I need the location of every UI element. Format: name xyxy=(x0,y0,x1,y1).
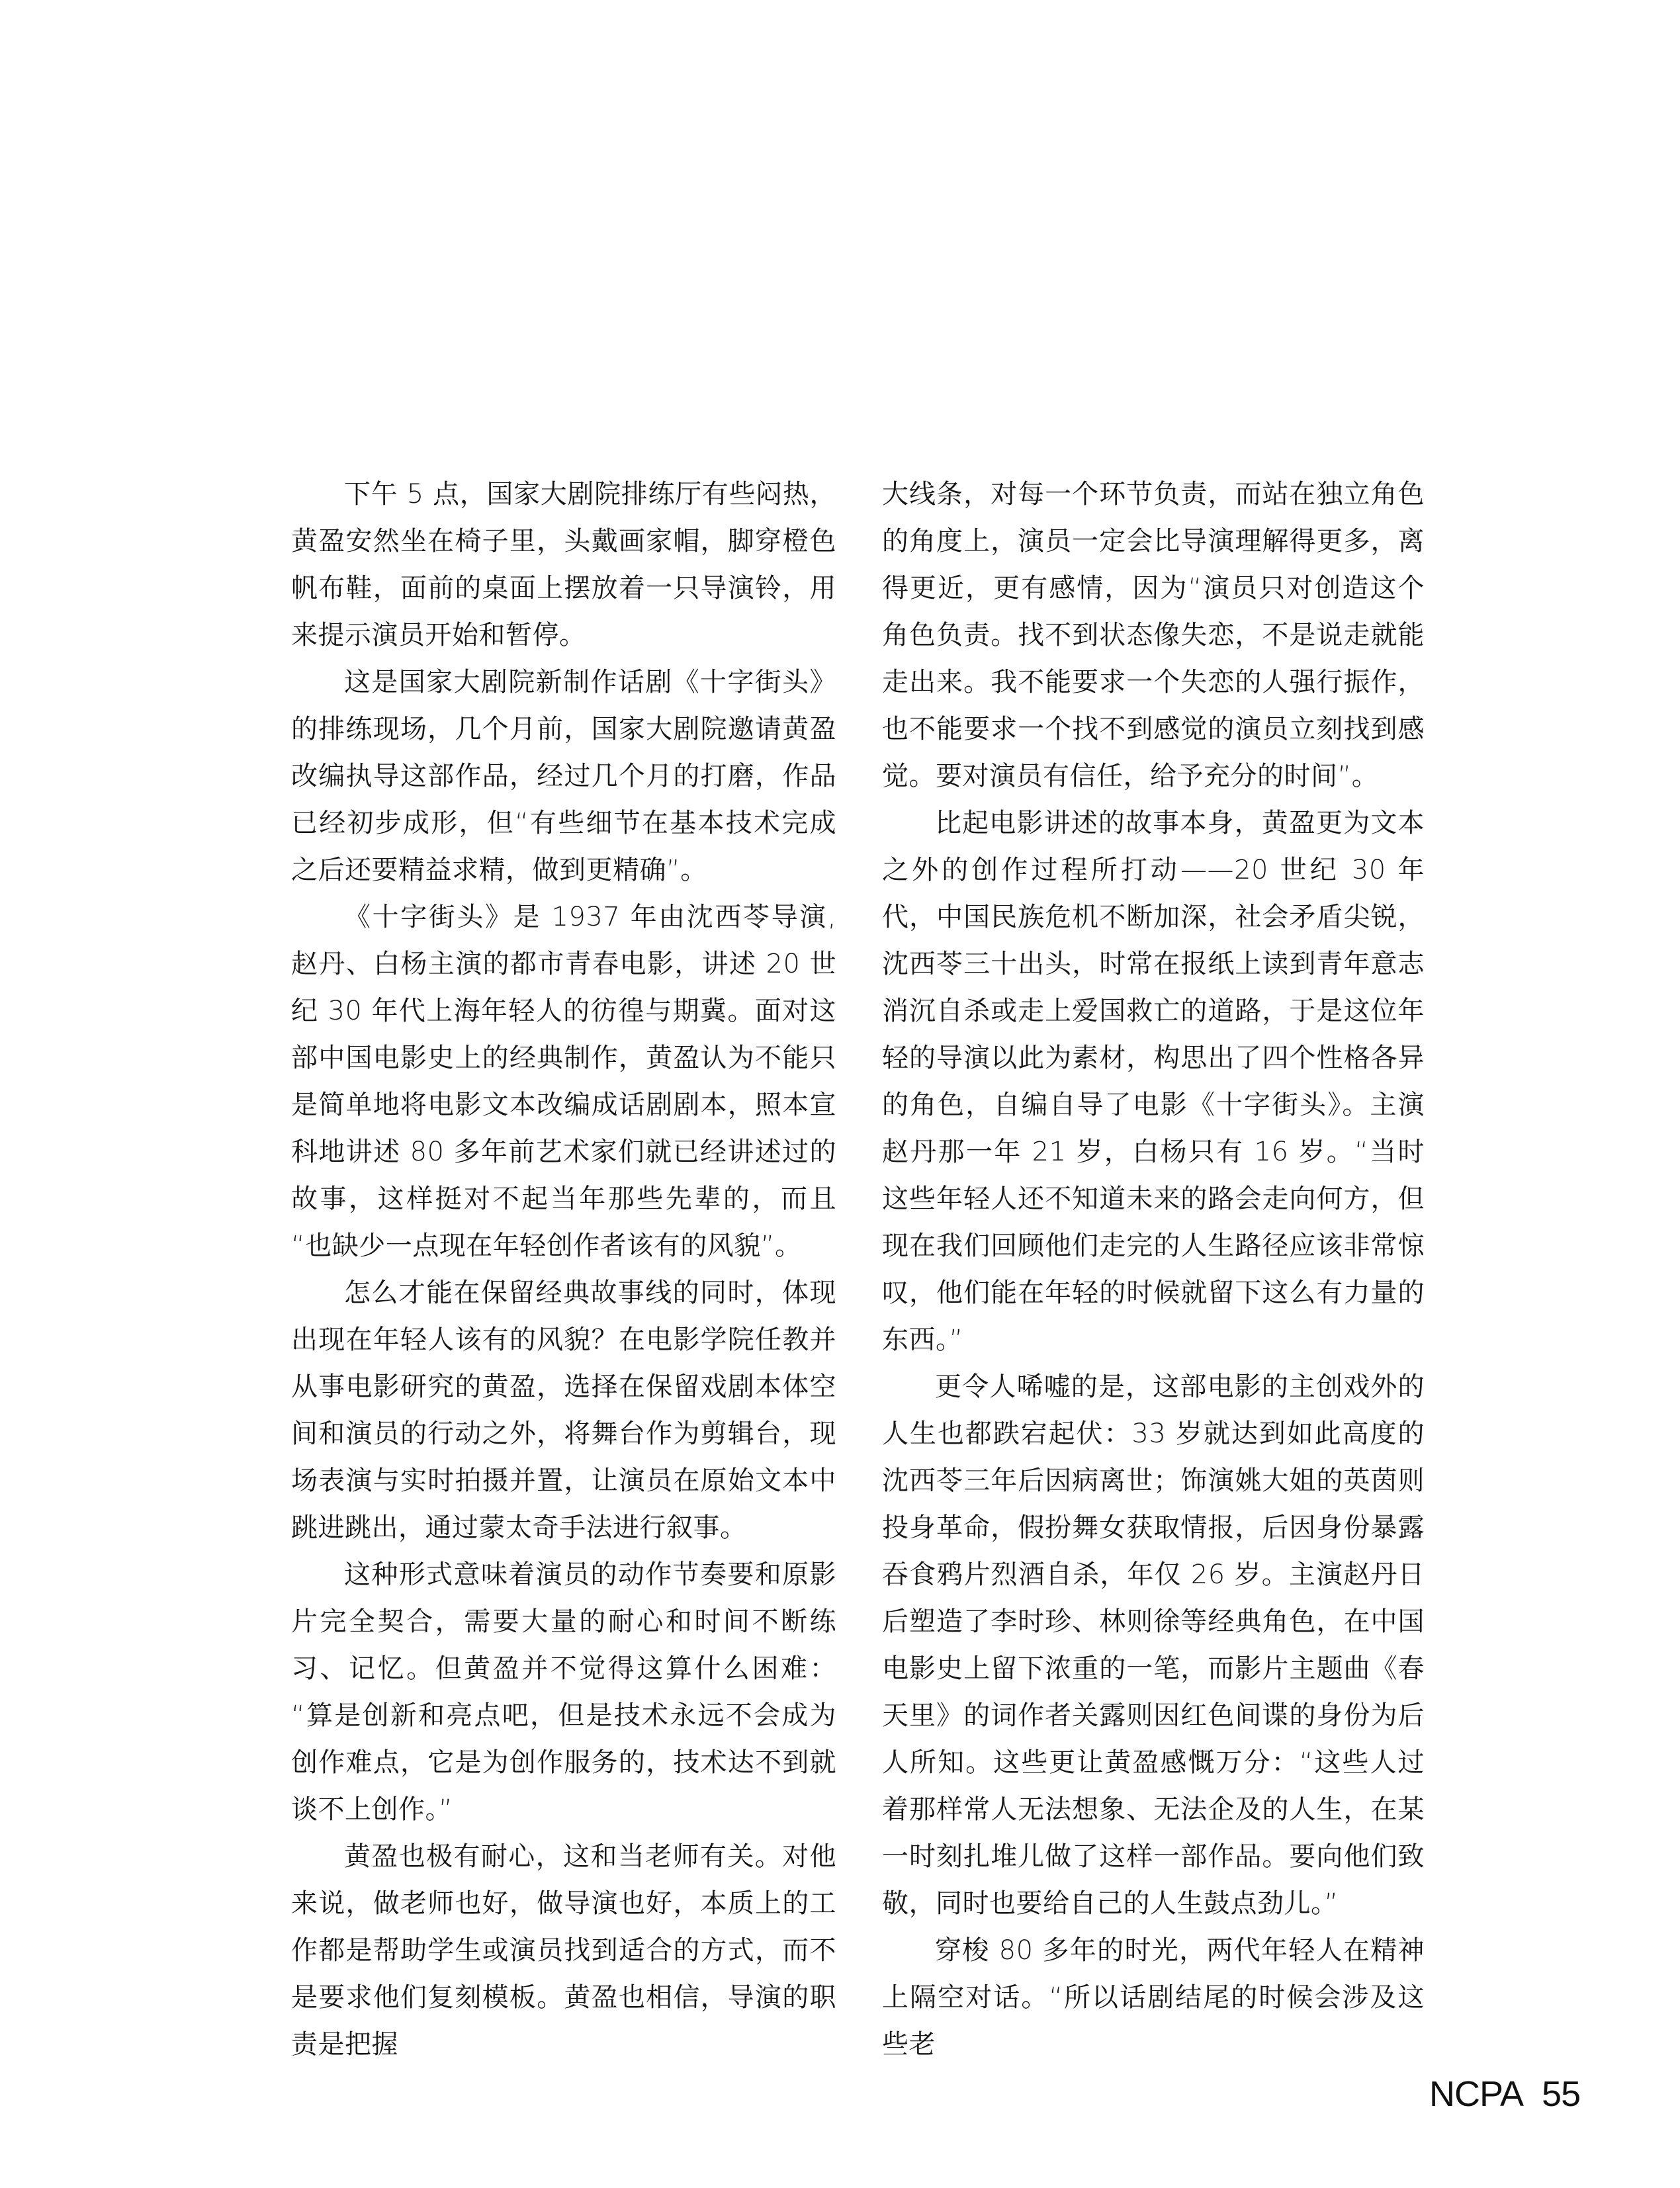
paragraph: 这种形式意味着演员的动作节奏要和原影片完全契合，需要大量的耐心和时间不断练习、记忆。但黄盈并不觉得这算什么困难：“算是创新和亮点吧，但是技术永远不会成为创作难点，它是为创作服务的，技术达不到就谈不上创作。” xyxy=(291,1559,836,1825)
article-column-right xyxy=(882,471,1425,2068)
paragraph: 下午 5 点，国家大剧院排练厅有些闷热，黄盈安然坐在椅子里，头戴画家帽，脚穿橙色帆布鞋，面前的桌面上摆放着一只导演铃，用来提示演员开始和暂停。 xyxy=(291,479,836,650)
article-column-left xyxy=(291,471,836,2068)
paragraph: 穿梭 80 多年的时光，两代年轻人在精神上隔空对话。“所以话剧结尾的时候会涉及这些老 xyxy=(882,1935,1425,2060)
paragraph: 《十字街头》是 1937 年由沈西苓导演,赵丹、白杨主演的都市青春电影，讲述 20 世纪 30 年代上海年轻人的彷徨与期冀。面对这部中国电影史上的经典制作，黄盈认为不能只是简单地将电影文本改编成话剧剧本，照本宣科地讲述 80 多年前艺术家们就已经讲述过的故事，这样挺对不起当年那些先辈的，而且“也缺少一点现在年轻创作者该有的风貌”。 xyxy=(291,902,836,1261)
paragraph: 怎么才能在保留经典故事线的同时，体现出现在年轻人该有的风貌？在电影学院任教并从事电影研究的黄盈，选择在保留戏剧本体空间和演员的行动之外，将舞台作为剪辑台，现场表演与实时拍摄并置，让演员在原始文本中跳进跳出，通过蒙太奇手法进行叙事。 xyxy=(291,1278,836,1543)
page-number: 55 xyxy=(1542,2074,1581,2114)
magazine-brand: NCPA xyxy=(1429,2074,1524,2114)
paragraph: 这是国家大剧院新制作话剧《十字街头》的排练现场，几个月前，国家大剧院邀请黄盈改编执导这部作品，经过几个月的打磨，作品已经初步成形，但“有些细节在基本技术完成之后还要精益求精，做到更精确”。 xyxy=(291,667,836,885)
paragraph: 比起电影讲述的故事本身，黄盈更为文本之外的创作过程所打动——20 世纪 30 年代，中国民族危机不断加深，社会矛盾尖锐，沈西苓三十出头，时常在报纸上读到青年意志消沉自杀或走上爱国救亡的道路，于是这位年轻的导演以此为素材，构思出了四个性格各异的角色，自编自导了电影《十字街头》。主演赵丹那一年 21 岁，白杨只有 16 岁。“当时这些年轻人还不知道未来的路会走向何方，但现在我们回顾他们走完的人生路径应该非常惊叹，他们能在年轻的时候就留下这么有力量的东西。” xyxy=(882,808,1425,1355)
paragraph: 更令人唏嘘的是，这部电影的主创戏外的人生也都跌宕起伏：33 岁就达到如此高度的沈西苓三年后因病离世；饰演姚大姐的英茵则投身革命，假扮舞女获取情报，后因身份暴露吞食鸦片烈酒自杀，年仅 26 岁。主演赵丹日后塑造了李时珍、林则徐等经典角色，在中国电影史上留下浓重的一笔，而影片主题曲《春天里》的词作者关露则因红色间谍的身份为后人所知。这些更让黄盈感慨万分：“这些人过着那样常人无法想象、无法企及的人生，在某一时刻扎堆儿做了这样一部作品。要向他们致敬，同时也要给自己的人生鼓点劲儿。” xyxy=(882,1372,1425,1919)
paragraph: 黄盈也极有耐心，这和当老师有关。对他来说，做老师也好，做导演也好，本质上的工作都是帮助学生或演员找到适合的方式，而不是要求他们复刻模板。黄盈也相信，导演的职责是把握 xyxy=(291,1841,836,2060)
page-footer xyxy=(1429,2076,1580,2112)
paragraph-continuation: 大线条，对每一个环节负责，而站在独立角色的角度上，演员一定会比导演理解得更多，离得更近，更有感情，因为“演员只对创造这个角色负责。找不到状态像失恋，不是说走就能走出来。我不能要求一个失恋的人强行振作，也不能要求一个找不到感觉的演员立刻找到感觉。要对演员有信任，给予充分的时间”。 xyxy=(882,479,1425,791)
